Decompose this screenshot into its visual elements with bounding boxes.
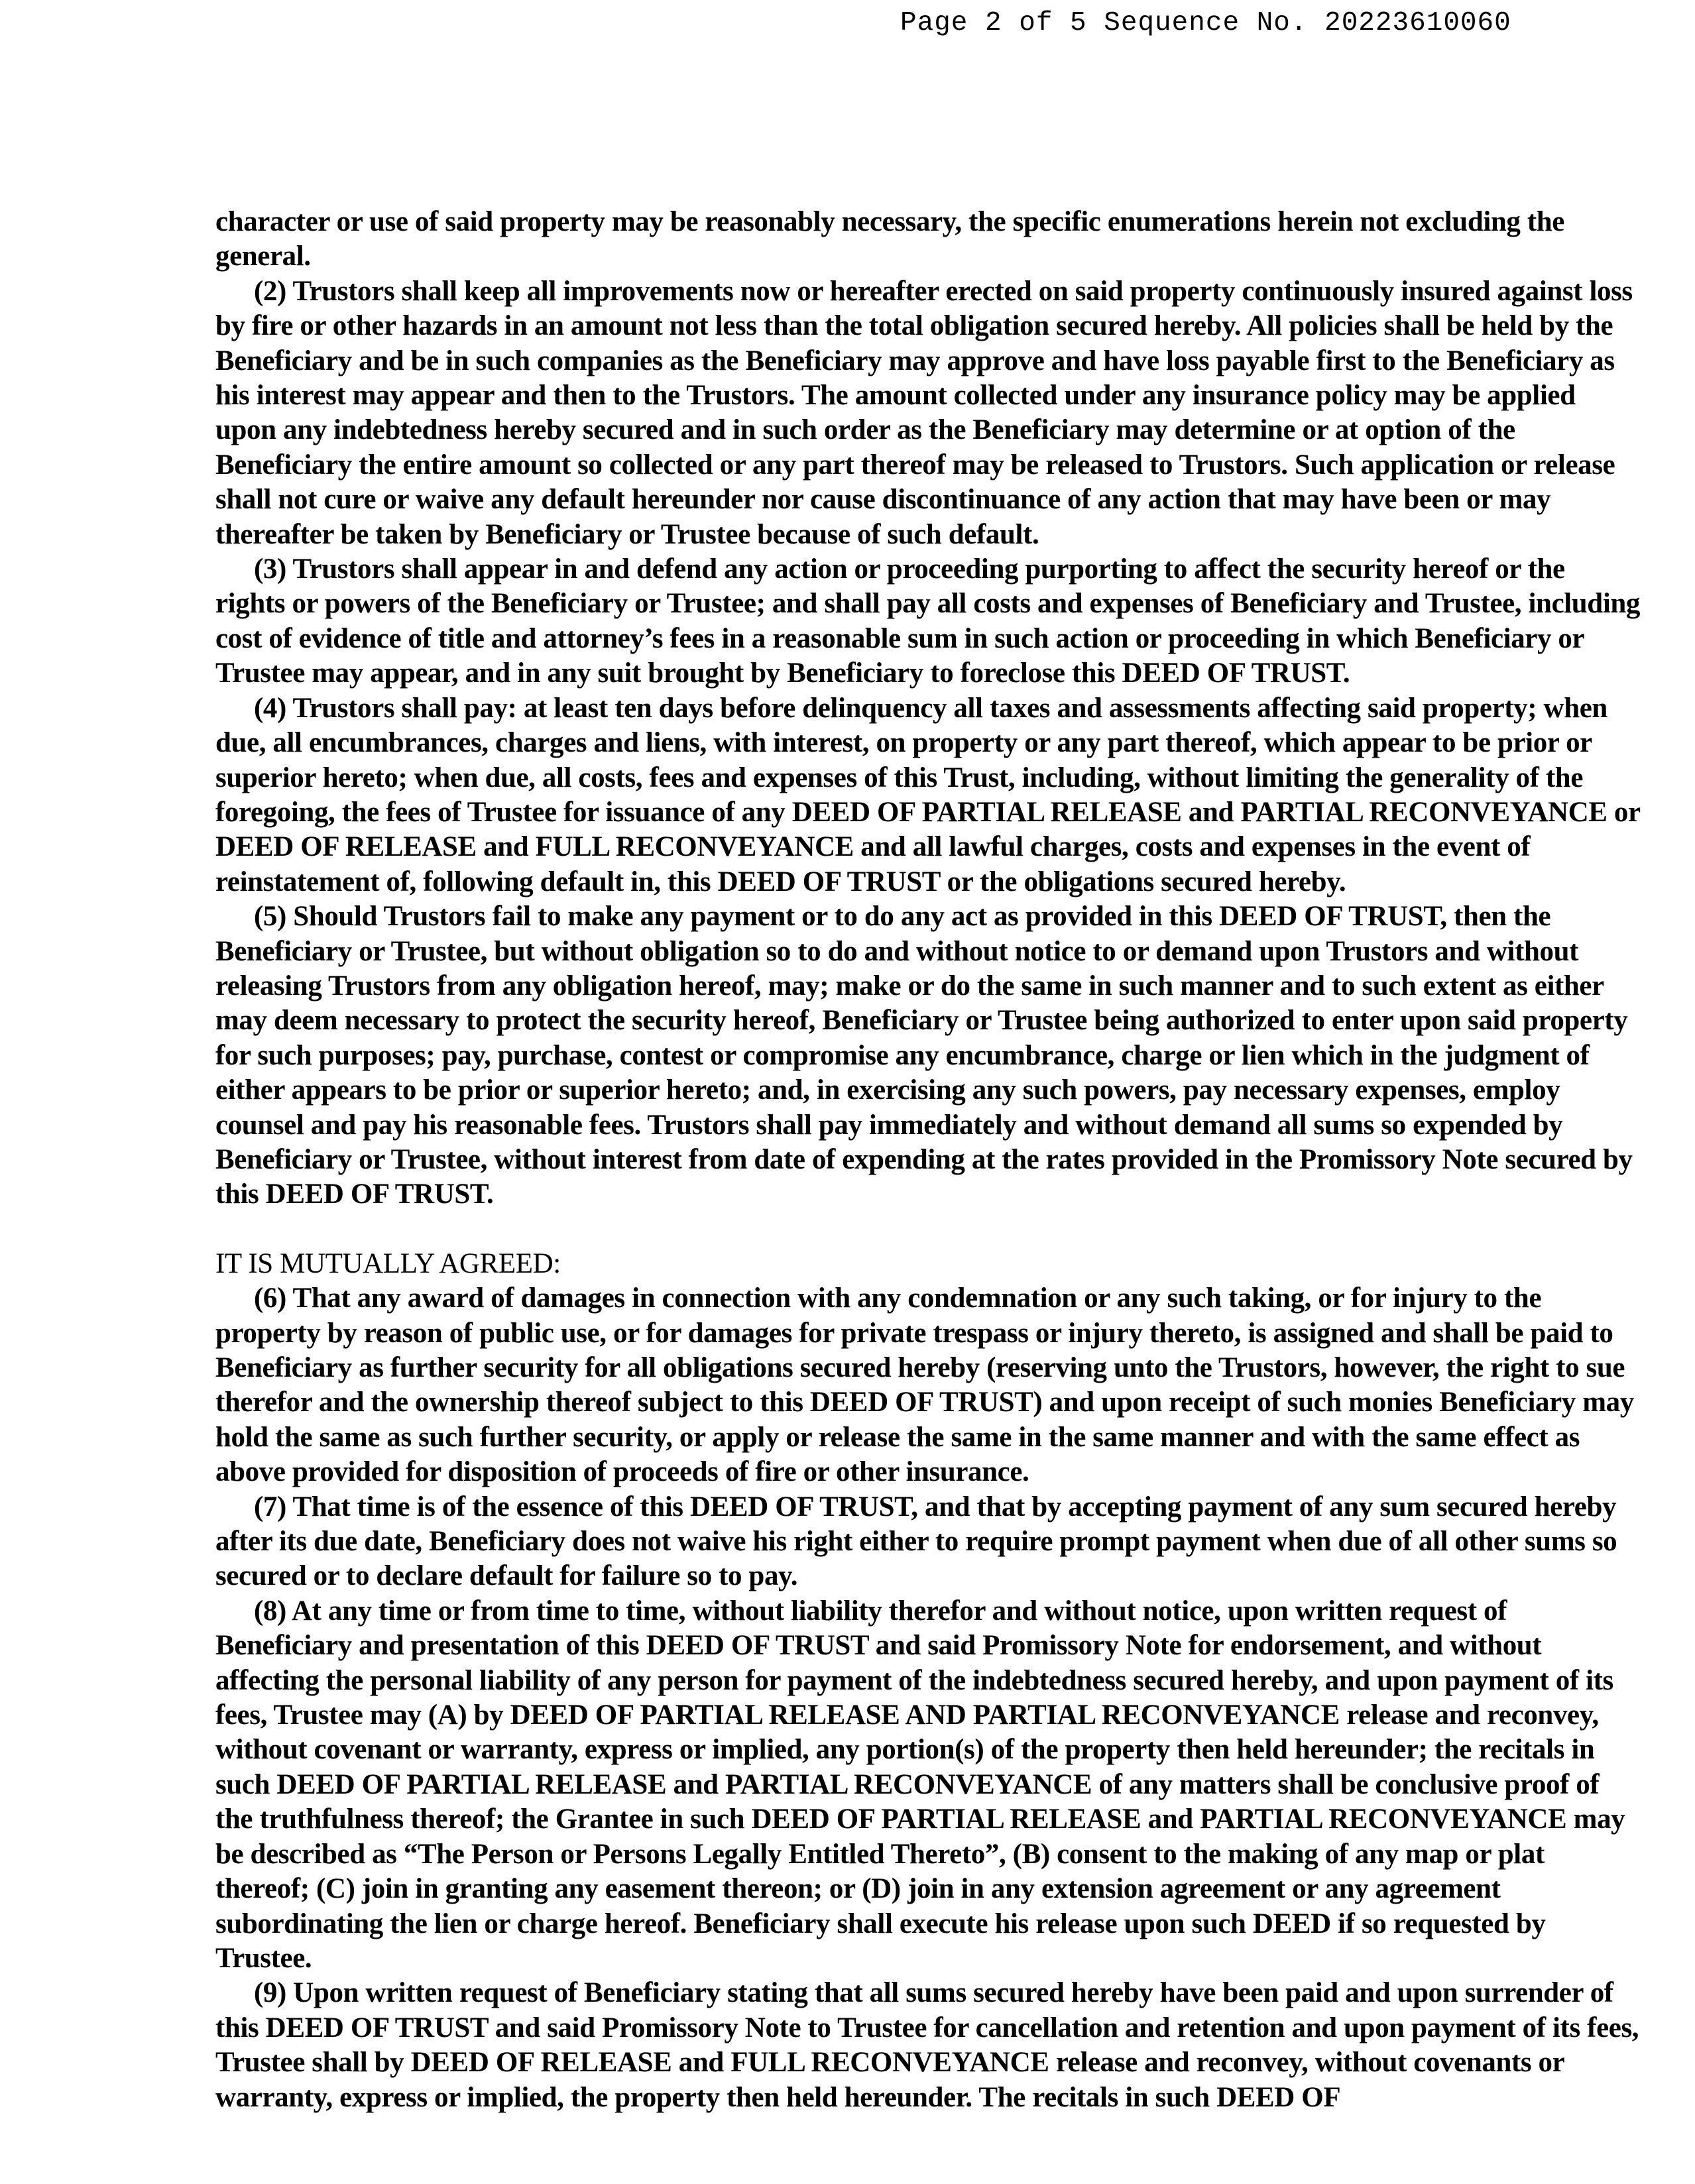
paragraph-7-time-of-essence: (7) That time is of the essence of this DEED OF TRUST, and that by accepting payment of any sum secured hereby after its due date, Beneficiary does not waive his right either to require prompt payment when due of all other sums so secured or to declare default for failure so to pay. bbox=[215, 1491, 1617, 1592]
paragraph-4-taxes: (4) Trustors shall pay: at least ten days before delinquency all taxes and assessments affecting said property; when due, all encumbrances, charges and liens, with interest, on property or any part thereof, which appear to be prior or superior hereto; when due, all costs, fees and expenses of this Trust, including, without limiting the generality of the foregoing, the fees of Trustee for issuance of any DEED OF PARTIAL RELEASE and PARTIAL RECONVEYANCE or DEED OF RELEASE and FULL RECONVEYANCE and all lawful charges, costs and expenses in the event of reinstatement of, following default in, this DEED OF TRUST or the obligations secured hereby. bbox=[215, 692, 1640, 897]
paragraph-8-partial-release: (8) At any time or from time to time, without liability therefor and without notice, upon written request of Beneficiary and presentation of this DEED OF TRUST and said Promissory Note for endorsement, and without affecting the personal liability of any person for payment of the indebtedness secured hereby, and upon payment of its fees, Trustee may (A) by DEED OF PARTIAL RELEASE AND PARTIAL RECONVEYANCE release and reconvey, without covenant or warranty, express or implied, any portion(s) of the property then held hereunder; the recitals in such DEED OF PARTIAL RELEASE and PARTIAL RECONVEYANCE of any matters shall be conclusive proof of the truthfulness thereof; the Grantee in such DEED OF PARTIAL RELEASE and PARTIAL RECONVEYANCE may be described as “The Person or Persons Legally Entitled Thereto”, (B) consent to the making of any map or plat thereof; (C) join in granting any easement thereon; or (D) join in any extension agreement or any agreement subordinating the lien or charge hereof. Beneficiary shall execute his release upon such DEED if so requested by Trustee. bbox=[215, 1595, 1625, 1974]
section-heading: IT IS MUTUALLY AGREED: bbox=[215, 1247, 561, 1279]
paragraph-9-full-reconveyance: (9) Upon written request of Beneficiary stating that all sums secured hereby have been paid and upon surrender of this DEED OF TRUST and said Promissory Note to Trustee for cancellation and retention and upon payment of its fees, Trustee shall by DEED OF RELEASE and FULL RECONVEYANCE release and reconvey, without covenants or warranty, express or implied, the property then held hereunder. The recitals in such DEED OF bbox=[215, 1977, 1639, 2113]
page-bottom-crop bbox=[0, 2145, 1695, 2184]
page-sequence-header: Page 2 of 5 Sequence No. 20223610060 bbox=[900, 8, 1511, 38]
paragraph-5-failure-to-pay: (5) Should Trustors fail to make any payment or to do any act as provided in this DEED OF TRUST, then the Beneficiary or Trustee, but without obligation so to do and without notice to or demand upon Trustors and without releasing Trustors from any obligation hereof, may; make or do the same in such manner and to such extent as either may deem necessary to protect the security hereof, Beneficiary or Trustee being authorized to enter upon said property for such purposes; pay, purchase, contest or compromise any encumbrance, charge or lien which in the judgment of either appears to be prior or superior hereto; and, in exercising any such powers, pay necessary expenses, employ counsel and pay his reasonable fees. Trustors shall pay immediately and without demand all sums so expended by Beneficiary or Trustee, without interest from date of expending at the rates provided in the Promissory Note secured by this DEED OF TRUST. bbox=[215, 901, 1633, 1210]
document-body bbox=[215, 205, 1641, 2154]
paragraph-2-insurance: (2) Trustors shall keep all improvements now or hereafter erected on said property continuously insured against loss by fire or other hazards in an amount not less than the total obligation secured hereby. All policies shall be held by the Beneficiary and be in such companies as the Beneficiary may approve and have loss payable first to the Beneficiary as his interest may appear and then to the Trustors. The amount collected under any insurance policy may be applied upon any indebtedness hereby secured and in such order as the Beneficiary may determine or at option of the Beneficiary the entire amount so collected or any part thereof may be released to Trustors. Such application or release shall not cure or waive any default hereunder nor cause discontinuance of any action that may have been or may thereafter be taken by Beneficiary or Trustee because of such default. bbox=[215, 275, 1633, 550]
paragraph-6-condemnation: (6) That any award of damages in connection with any condemnation or any such taking, or for injury to the property by reason of public use, or for damages for private trespass or injury thereto, is assigned and shall be paid to Beneficiary as further security for all obligations secured hereby (reserving unto the Trustors, however, the right to sue therefor and the ownership thereof subject to this DEED OF TRUST) and upon receipt of such monies Beneficiary may hold the same as such further security, or apply or release the same in the same manner and with the same effect as above provided for disposition of proceeds of fire or other insurance. bbox=[215, 1283, 1634, 1488]
paragraph-continuation: character or use of said property may be reasonably necessary, the specific enumerations herein not excluding the general. bbox=[215, 206, 1564, 272]
paragraph-3-defend-actions: (3) Trustors shall appear in and defend any action or proceeding purporting to affect the security hereof or the rights or powers of the Beneficiary or Trustee; and shall pay all costs and expenses of Beneficiary and Trustee, including cost of evidence of title and attorney’s fees in a reasonable sum in such action or proceeding in which Beneficiary or Trustee may appear, and in any suit brought by Beneficiary to foreclose this DEED OF TRUST. bbox=[215, 553, 1640, 689]
